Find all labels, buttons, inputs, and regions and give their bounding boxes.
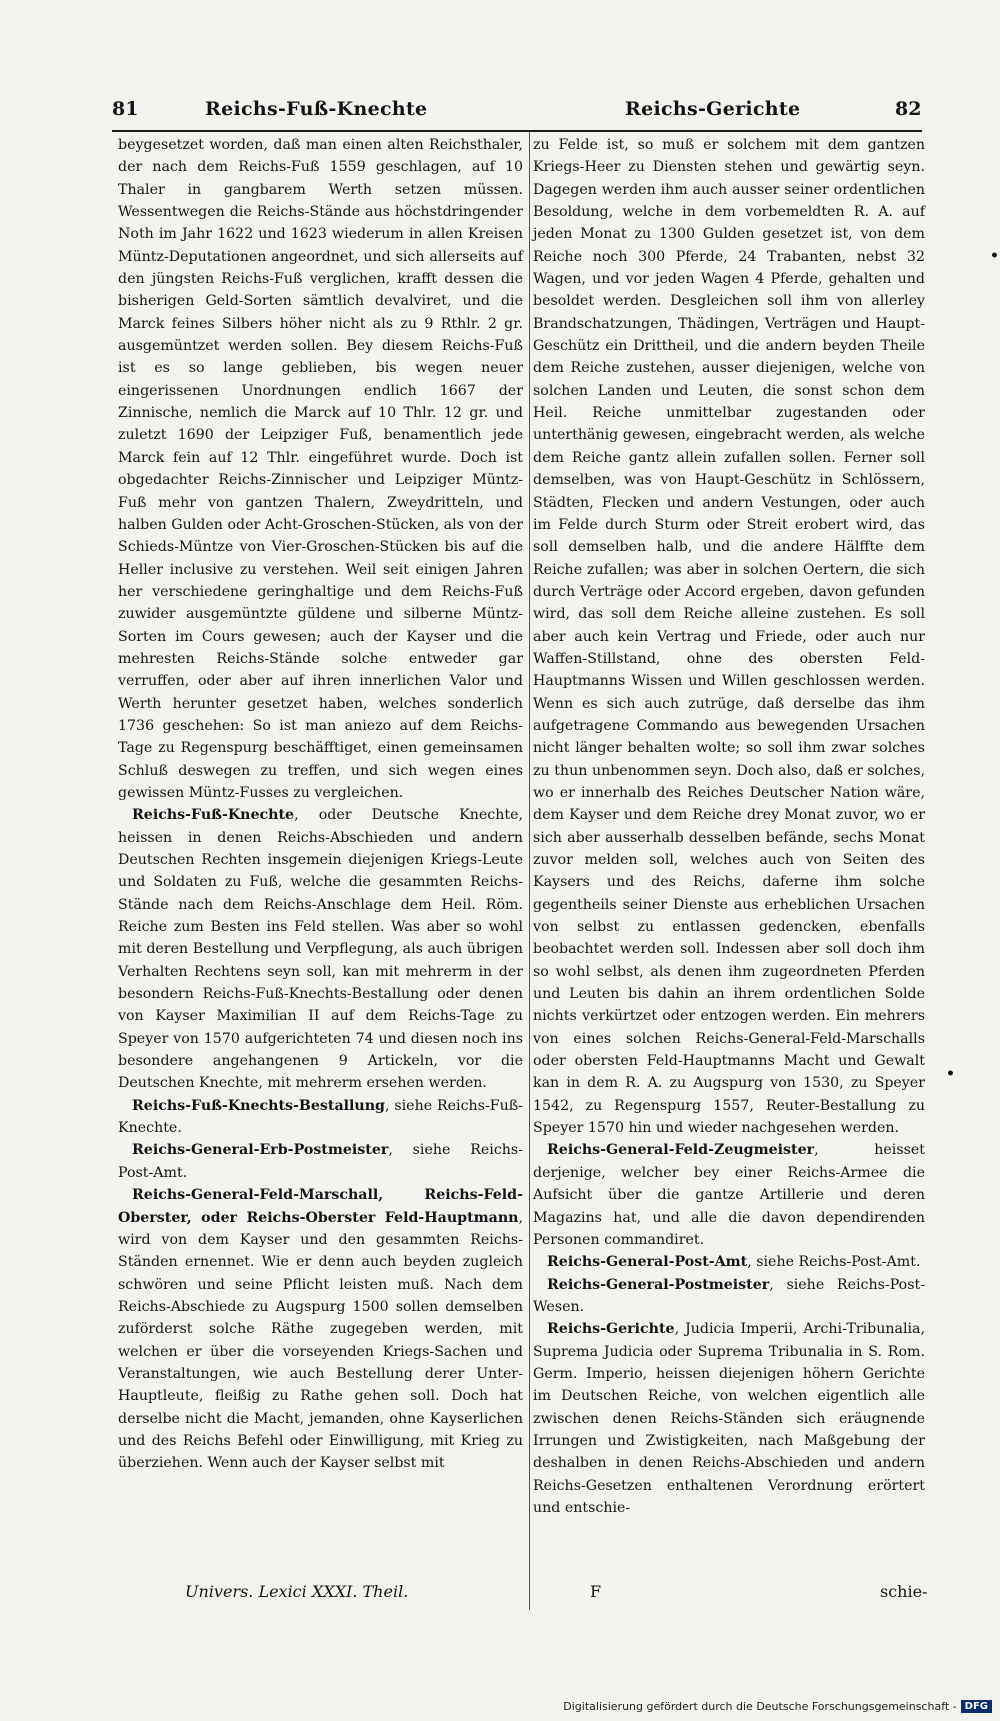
header-rule (112, 130, 922, 132)
paragraph-text: zu Felde ist, so muß er solchem mit dem gantzen Kriegs-Heer zu Diensten stehen und gewärtig seyn. Dagegen werden ihm auch ausser seiner ordentlichen Besoldung, welche in dem vorbemeldten R. A. auf jeden Monat zu 1300 Gulden gesetzet ist, von dem Reiche noch 300 Pferde, 24 Trabanten, nebst 32 Wagen, und vor jeden Wagen 4 Pferde, gehalten und besoldet werden. Desgleichen soll ihm von allerley Brandschatzungen, Thädingen, Verträgen und Haupt-Geschütz ein Drittheil, und die andern beyden Theile dem Reiche zustehen, ausser diejenigen, welche von solchen Landen und Leuten, die sonst schon dem Heil. Reiche unmittelbar zugestanden oder unterthänig gewesen, eingebracht werden, als welche dem Reiche gantz allein zufallen sollen. Ferner soll demselben, was von Haupt-Geschütz in Schlössern, Städten, Flecken und andern Vestungen, oder auch im Felde durch Sturm oder Streit erobert wird, das soll demselben halb, und die andere Hälffte dem Reiche zufallen; was aber in solchen Oertern, die sich durch Verträge oder Accord ergeben, davon gefunden wird, das soll dem Reiche alleine zustehen. Es soll aber auch kein Vertrag und Friede, oder auch nur Waffen-Stillstand, ohne des obersten Feld-Hauptmanns Wissen und Willen geschlossen werden. Wenn es sich auch zutrüge, daß derselbe das ihm aufgetragene Commando aus bewegenden Ursachen nicht länger behalten wolte; so soll ihm zwar solches zu thun unbenommen seyn. Doch also, daß er solches, wo er innerhalb des Reiches Deutscher Nation wäre, dem Kayser und dem Reiche drey Monat zuvor, wo er sich aber ausserhalb desselben befände, sechs Monat zuvor melden soll, welches auch von Seiten des Kaysers und des Reichs, daferne ihm solche gegentheils seiner Dienste aus erheblichen Ursachen von selbst zu entlassen gedencken, ebenfalls beobachtet werden soll. Indessen aber soll doch ihm so wohl selbst, als denen ihm zugeordneten Pferden und Leuten bis dahin an ihrem ordentlichen Solde nichts verkürtzet oder entzogen werden. Ein mehrers von eines solchen Reichs-General-Feld-Marschalls oder obersten Feld-Hauptmanns Macht und Gewalt kan in dem R. A. zu Augspurg von 1530, zu Speyer 1542, zu Regenspurg 1557, Reuter-Bestallung zu Speyer 1570 hin und wieder nachgesehen werden. (533, 137, 925, 1137)
paragraph-left-3 (118, 1095, 523, 1140)
lemma: Reichs-Fuß-Knechte (132, 807, 295, 824)
paragraph-text: , siehe Reichs-Post-Amt. (747, 1254, 921, 1271)
lemma: Reichs-General-Feld-Zeugmeister (547, 1142, 815, 1159)
column-divider (529, 132, 530, 1610)
paragraph-left-1 (118, 134, 523, 804)
paragraph-left-5 (118, 1184, 523, 1474)
paragraph-text: , wird von dem Kayser und den gesammten Reichs-Ständen ernennet. Wie er denn auch beyden zugleich schwören und seine Pflicht leisten muß. Nach dem Reichs-Abschiede zu Augspurg 1500 sollen demselben zuförderst solche Räthe zugegeben werden, mit welchen er über die vorseyenden Kriegs-Sachen und Veranstaltungen, wie auch Bestellung derer Unter-Hauptleute, fleißig zu Rathe gehen soll. Doch hat derselbe nicht die Macht, jemanden, ohne Kayserlichen und des Reichs Befehl oder Einwilligung, mit Krieg zu überziehen. Wenn auch der Kayser selbst mit (118, 1209, 523, 1472)
left-running-title: Reichs-Fuß-Knechte (205, 98, 428, 120)
paragraph-right-4 (533, 1274, 925, 1319)
left-page-number: 81 (112, 98, 139, 120)
signature-letter: F (590, 1582, 602, 1601)
paragraph-text: beygesetzet worden, daß man einen alten Reichsthaler, der nach dem Reichs-Fuß 1559 geschlagen, auf 10 Thaler in gangbarem Werth setzen müssen. Wessentwegen die Reichs-Stände aus höchstdringender Noth im Jahr 1622 und 1623 wiederum in allen Kreisen Müntz-Deputationen angeordnet, und sich allerseits auf den jüngsten Reichs-Fuß verglichen, krafft dessen die bisherigen Geld-Sorten sämtlich devalviret, und die Marck feines Silbers höher nicht als zu 9 Rthlr. 2 gr. ausgemüntzet werden sollen. Bey diesem Reichs-Fuß ist es so lange geblieben, bis wegen neuer eingerissenen Unordnungen endlich 1667 der Zinnische, nemlich die Marck auf 10 Thlr. 12 gr. und zuletzt 1690 der Leipziger Fuß, benamentlich jede Marck fein auf 12 Thlr. eingeführet wurde. Doch ist obgedachter Reichs-Zinnischer und Leipziger Müntz-Fuß mehr von gantzen Thalern, Zweydritteln, und halben Gulden oder Acht-Groschen-Stücken, als von der Schieds-Müntze von Vier-Groschen-Stücken bis auf die Heller inclusive zu verstehen. Weil seit einigen Jahren her verschiedene geringhaltige und dem Reichs-Fuß zuwider ausgemüntzte güldene und silberne Müntz-Sorten im Cours gewesen; auch der Kayser und die mehresten Reichs-Stände solche entweder gar verruffen, oder aber auf ihren innerlichen Valor und Werth herunter gesetzet haben, welches sonderlich 1736 geschehen: So ist man aniezo auf dem Reichs-Tage zu Regenspurg beschäfftiget, einen gemeinsamen Schluß deswegen zu treffen, und sich wegen eines gewissen Müntz-Fusses zu vergleichen. (118, 137, 523, 801)
right-page-number: 82 (895, 98, 922, 120)
paragraph-text: , oder Deutsche Knechte, heissen in denen Reichs-Abschieden und andern Deutschen Rechten insgemein diejenigen Kriegs-Leute und Soldaten zu Fuß, welche die gesammten Reichs-Stände nach dem Reichs-Anschlage dem Heil. Röm. Reiche zum Besten ins Feld stellen. Was aber so wohl mit deren Bestellung und Verpflegung, als auch übrigen Verhalten Rechtens seyn soll, kan mit mehrerm in der besondern Reichs-Fuß-Knechts-Bestallung oder denen von Kayser Maximilian II auf dem Reichs-Tage zu Speyer von 1570 aufgerichteten 74 und diesen noch ins besondere angehangenen 9 Artickeln, vor die Deutschen Knechte, mit mehrerm ersehen werden. (118, 807, 523, 1092)
paragraph-text: , siehe Reichs-Post-Amt. (118, 1142, 523, 1181)
dfg-logo: DFG (961, 1700, 992, 1713)
paragraph-text: , Judicia Imperii, Archi-Tribunalia, Suprema Judicia oder Suprema Tribunalia in S. Rom. Germ. Imperio, heissen diejenigen höhern Gerichte im Deutschen Reiche, von welchen eigentlich alle zwischen denen Reichs-Ständen sich eräugnende Irrungen und Zwistigkeiten, nach Maßgebung der deshalben in denen Reichs-Abschieden und andern Reichs-Gesetzen enthaltenen Verordnung erörtert und entschie- (533, 1321, 925, 1516)
paragraph-right-3 (533, 1251, 925, 1273)
paragraph-text: , heisset derjenige, welcher bey einer Reichs-Armee die Aufsicht über die gantze Artillerie und deren Magazins hat, und alle die davon dependirenden Personen commandiret. (533, 1142, 925, 1248)
signature-mark: Univers. Lexici XXXI. Theil. (185, 1582, 409, 1601)
paragraph-text: , siehe Reichs-Post-Wesen. (533, 1276, 925, 1315)
lemma: Reichs-Gerichte (547, 1321, 675, 1338)
left-column (118, 134, 523, 1475)
lemma: Reichs-General-Erb-Postmeister (132, 1142, 389, 1159)
paragraph-left-4 (118, 1139, 523, 1184)
digitization-footer (563, 1700, 992, 1713)
paragraph-right-2 (533, 1139, 925, 1251)
page-header (0, 98, 1000, 130)
margin-mark: • (946, 1066, 955, 1082)
right-column (533, 134, 925, 1519)
paragraph-right-1 (533, 134, 925, 1139)
right-running-title: Reichs-Gerichte (625, 98, 801, 120)
margin-mark: • (990, 248, 999, 264)
paragraph-left-2 (118, 804, 523, 1094)
lemma: Reichs-General-Post-Amt (547, 1254, 748, 1271)
catchword: schie- (880, 1582, 928, 1601)
lemma: Reichs-General-Feld-Marschall, Reichs-Feld-Oberster, oder Reichs-Oberster Feld-Hauptmann (118, 1187, 523, 1226)
paragraph-text: , siehe Reichs-Fuß-Knechte. (118, 1097, 523, 1137)
paragraph-right-5 (533, 1318, 925, 1519)
lemma: Reichs-General-Postmeister (547, 1276, 770, 1293)
lemma: Reichs-Fuß-Knechts-Bestallung (132, 1097, 385, 1114)
footer-text: Digitalisierung gefördert durch die Deutsche Forschungsgemeinschaft - (563, 1700, 957, 1713)
